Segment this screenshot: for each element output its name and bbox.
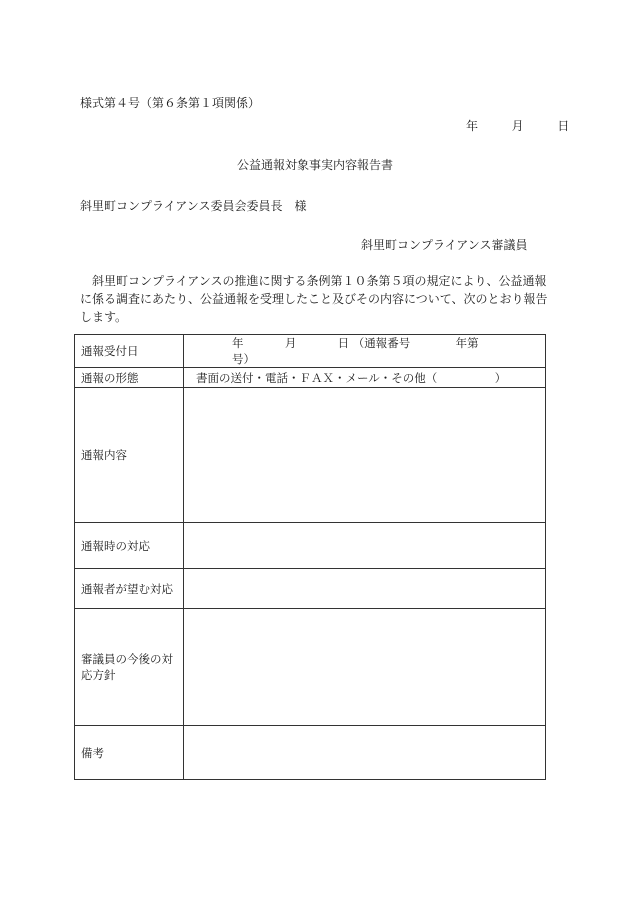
- label-receipt-date: 通報受付日: [75, 335, 184, 368]
- table-row-remarks: [75, 726, 546, 780]
- receipt-number-suffix: 号）: [232, 352, 255, 366]
- receipt-date-field[interactable]: [184, 335, 546, 368]
- label-response-at-report: 通報時の対応: [75, 523, 184, 569]
- sender: 斜里町コンプライアンス審議員: [361, 238, 528, 252]
- future-policy-field[interactable]: [184, 609, 546, 726]
- table-row-receipt-date: [75, 335, 546, 368]
- report-form-options[interactable]: 書面の送付・電話・ＦＡＸ・メール・その他（ ）: [184, 368, 546, 388]
- response-at-report-field[interactable]: [184, 523, 546, 569]
- table-row-desired-response: [75, 569, 546, 609]
- label-report-form: 通報の形態: [75, 368, 184, 388]
- label-desired-response: 通報者が望む対応: [75, 569, 184, 609]
- table-row-future-policy: [75, 609, 546, 726]
- body-paragraph: [80, 272, 550, 326]
- table-row-report-form: [75, 368, 546, 388]
- date-year: 年: [466, 119, 479, 133]
- date-line: [466, 119, 569, 133]
- remarks-field[interactable]: [184, 726, 546, 780]
- form-number: 様式第４号（第６条第１項関係）: [80, 96, 261, 110]
- receipt-number-label: （通報番号: [352, 336, 411, 350]
- receipt-month: 月: [284, 336, 297, 350]
- report-content-field[interactable]: [184, 388, 546, 523]
- date-day: 日: [557, 119, 570, 133]
- receipt-number-year: 年第: [455, 336, 479, 350]
- table-row-report-content: [75, 388, 546, 523]
- table-row-response-at-report: [75, 523, 546, 569]
- receipt-year: 年: [232, 336, 244, 350]
- addressee: 斜里町コンプライアンス委員会委員長 様: [80, 199, 307, 213]
- label-future-policy: 審議員の今後の対応方針: [75, 609, 184, 726]
- document-title: 公益通報対象事実内容報告書: [236, 158, 393, 172]
- date-month: 月: [511, 119, 524, 133]
- label-remarks: 備考: [75, 726, 184, 780]
- receipt-day: 日: [337, 336, 350, 350]
- desired-response-field[interactable]: [184, 569, 546, 609]
- label-report-content: 通報内容: [75, 388, 184, 523]
- report-table: [74, 334, 546, 780]
- body-paragraph-text: 斜里町コンプライアンスの推進に関する条例第１０条第５項の規定により、公益通報に係る調査にあたり、公益通報を受理したこと及びその内容について、次のとおり報告します。: [80, 274, 548, 324]
